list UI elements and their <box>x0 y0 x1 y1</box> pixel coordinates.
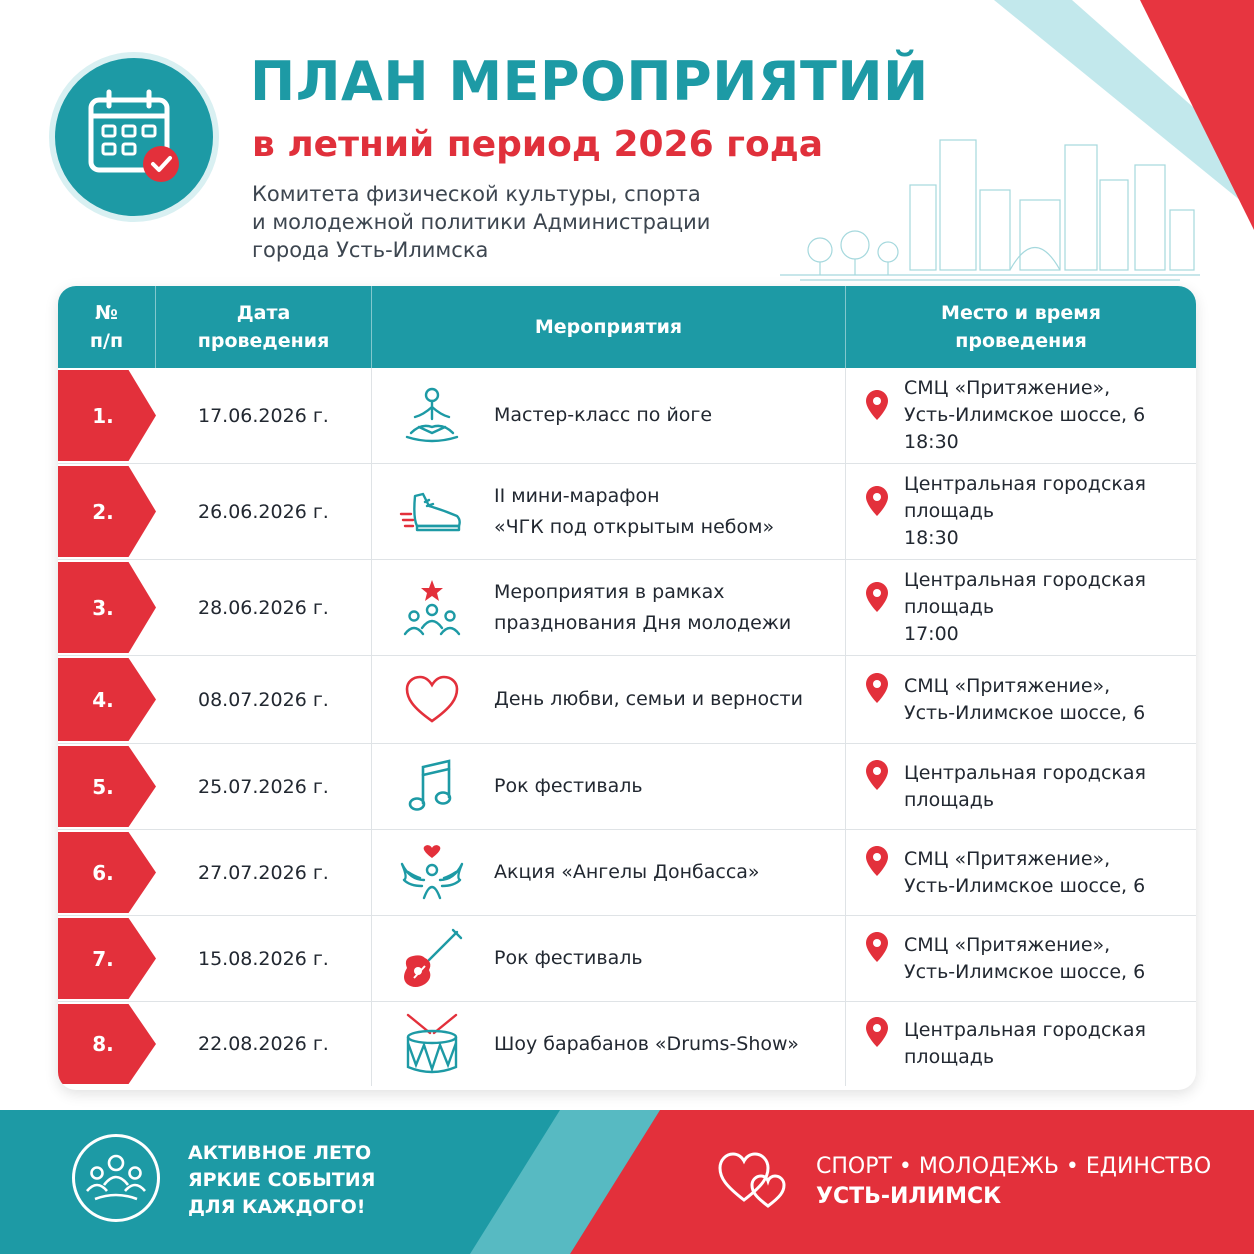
location-pin-icon <box>866 390 888 420</box>
table-row <box>58 368 1196 464</box>
organization-text <box>252 180 772 264</box>
event-place <box>888 567 1146 648</box>
event-cell <box>372 916 846 1001</box>
org-line: и молодежной политики Администрации <box>252 210 711 234</box>
org-line: Комитета физической культуры, спорта <box>252 182 701 206</box>
event-title: День любви, семьи и верности <box>494 688 803 710</box>
row-number-cell <box>58 830 156 915</box>
table-row <box>58 830 1196 916</box>
place-line: Центральная городская <box>904 1019 1146 1041</box>
place-line: Усть-Илимское шоссе, 6 <box>904 701 1146 724</box>
row-number: 2. <box>92 499 114 524</box>
event-title: Шоу барабанов «Drums-Show» <box>494 1032 799 1055</box>
event-date: 28.06.2026 г. <box>156 560 372 655</box>
event-title: Рок фестиваль <box>494 775 643 797</box>
place-line: площадь <box>904 596 995 618</box>
event-cell <box>372 830 846 915</box>
event-title: Мероприятия в рамках празднования Дня молодежи <box>494 580 792 634</box>
motto-line: СПОРТ • МОЛОДЕЖЬ • ЕДИНСТВО <box>816 1154 1212 1179</box>
event-cell <box>372 1002 846 1086</box>
row-number-cell <box>58 744 156 829</box>
column-header-event: Мероприятия <box>372 286 846 368</box>
event-title: Мастер-класс по йоге <box>494 404 713 426</box>
row-number-cell <box>58 656 156 743</box>
event-date: 08.07.2026 г. <box>156 656 372 743</box>
column-header-place: Место и время проведения <box>941 302 1101 352</box>
event-place-cell <box>846 1002 1196 1086</box>
row-number: 8. <box>92 1032 114 1056</box>
event-cell <box>372 464 846 559</box>
yoga-icon <box>398 385 466 447</box>
event-date: 27.07.2026 г. <box>156 830 372 915</box>
event-place-cell <box>846 916 1196 1001</box>
city-name: УСТЬ-ИЛИМСК <box>816 1184 1002 1209</box>
location-pin-icon <box>866 1017 888 1047</box>
two-hearts-icon <box>718 1152 792 1208</box>
slogan-line: ДЛЯ КАЖДОГО! <box>188 1196 366 1218</box>
event-place <box>888 375 1145 456</box>
event-cell <box>372 560 846 655</box>
place-line: СМЦ «Притяжение», <box>904 847 1111 870</box>
row-number-cell <box>58 916 156 1001</box>
footer-slogan <box>188 1140 375 1221</box>
event-place <box>888 846 1145 900</box>
row-number-cell <box>58 560 156 655</box>
row-number: 4. <box>92 687 114 712</box>
place-line: Центральная городская <box>904 569 1146 591</box>
heart-icon <box>398 669 466 731</box>
event-place-cell <box>846 830 1196 915</box>
column-header-date: Дата проведения <box>156 286 372 368</box>
city-skyline-illustration <box>780 130 1200 285</box>
row-number-cell <box>58 464 156 559</box>
page-subtitle: в летний период 2026 года <box>252 124 824 165</box>
event-place <box>888 471 1146 552</box>
row-number: 6. <box>92 860 114 885</box>
place-line: СМЦ «Притяжение», <box>904 674 1111 697</box>
event-title: Акция «Ангелы Донбасса» <box>494 861 760 883</box>
event-date: 26.06.2026 г. <box>156 464 372 559</box>
drum-icon <box>398 1013 466 1075</box>
location-pin-icon <box>866 932 888 962</box>
location-pin-icon <box>866 486 888 516</box>
event-date: 17.06.2026 г. <box>156 368 372 463</box>
music-note-icon <box>398 756 466 818</box>
location-pin-icon <box>866 846 888 876</box>
angel-icon <box>398 842 466 904</box>
table-body <box>58 368 1196 1086</box>
table-row <box>58 464 1196 560</box>
event-place-cell <box>846 656 1196 743</box>
table-row <box>58 656 1196 744</box>
page-title: ПЛАН МЕРОПРИЯТИЙ <box>250 50 929 113</box>
row-number: 1. <box>92 403 114 428</box>
event-cell <box>372 744 846 829</box>
event-place-cell <box>846 744 1196 829</box>
footer-banner <box>0 1110 1254 1254</box>
event-place-cell <box>846 560 1196 655</box>
event-title: Рок фестиваль <box>494 947 643 969</box>
slogan-line: АКТИВНОЕ ЛЕТО <box>188 1142 372 1164</box>
row-number: 5. <box>92 774 114 799</box>
place-line: Центральная городская <box>904 473 1146 495</box>
row-number-cell <box>58 1002 156 1086</box>
event-place <box>888 760 1146 814</box>
table-row <box>58 744 1196 830</box>
place-line: Усть-Илимское шоссе, 6 <box>904 874 1146 897</box>
table-header <box>58 286 1196 368</box>
event-place-cell <box>846 368 1196 463</box>
place-line: площадь <box>904 788 995 811</box>
place-line: площадь <box>904 500 995 522</box>
event-date: 15.08.2026 г. <box>156 916 372 1001</box>
event-title: II мини-марафон «ЧГК под открытым небом» <box>494 484 775 538</box>
row-number: 7. <box>92 946 114 971</box>
slogan-line: ЯРКИЕ СОБЫТИЯ <box>188 1169 376 1191</box>
sneaker-icon <box>398 481 466 543</box>
event-date: 22.08.2026 г. <box>156 1002 372 1086</box>
place-line: площадь <box>904 1046 995 1068</box>
table-row <box>58 1002 1196 1086</box>
event-place-cell <box>846 464 1196 559</box>
table-row <box>58 916 1196 1002</box>
table-row <box>58 560 1196 656</box>
row-number: 3. <box>92 595 114 620</box>
event-cell <box>372 656 846 743</box>
place-line: Усть-Илимское шоссе, 6 <box>904 960 1146 983</box>
event-place <box>888 673 1145 727</box>
events-table <box>58 286 1196 1090</box>
community-icon <box>72 1134 160 1222</box>
event-place <box>888 932 1145 986</box>
place-line: Усть-Илимское шоссе, 6 <box>904 404 1146 426</box>
org-line: города Усть-Илимска <box>252 238 489 262</box>
place-line: СМЦ «Притяжение», <box>904 933 1111 956</box>
location-pin-icon <box>866 673 888 703</box>
guitar-icon <box>398 928 466 990</box>
event-cell <box>372 368 846 463</box>
place-line: 18:30 <box>904 431 959 453</box>
row-number-cell <box>58 368 156 463</box>
place-line: СМЦ «Притяжение», <box>904 377 1111 399</box>
people-star-icon <box>398 577 466 639</box>
column-header-number: № п/п <box>58 286 156 368</box>
location-pin-icon <box>866 760 888 790</box>
event-place <box>888 1017 1146 1071</box>
calendar-badge <box>55 58 213 216</box>
place-line: Центральная городская <box>904 761 1146 784</box>
footer-motto <box>816 1152 1211 1212</box>
place-line: 18:30 <box>904 527 959 549</box>
event-date: 25.07.2026 г. <box>156 744 372 829</box>
location-pin-icon <box>866 582 888 612</box>
place-line: 17:00 <box>904 623 959 645</box>
calendar-check-icon <box>85 88 183 186</box>
